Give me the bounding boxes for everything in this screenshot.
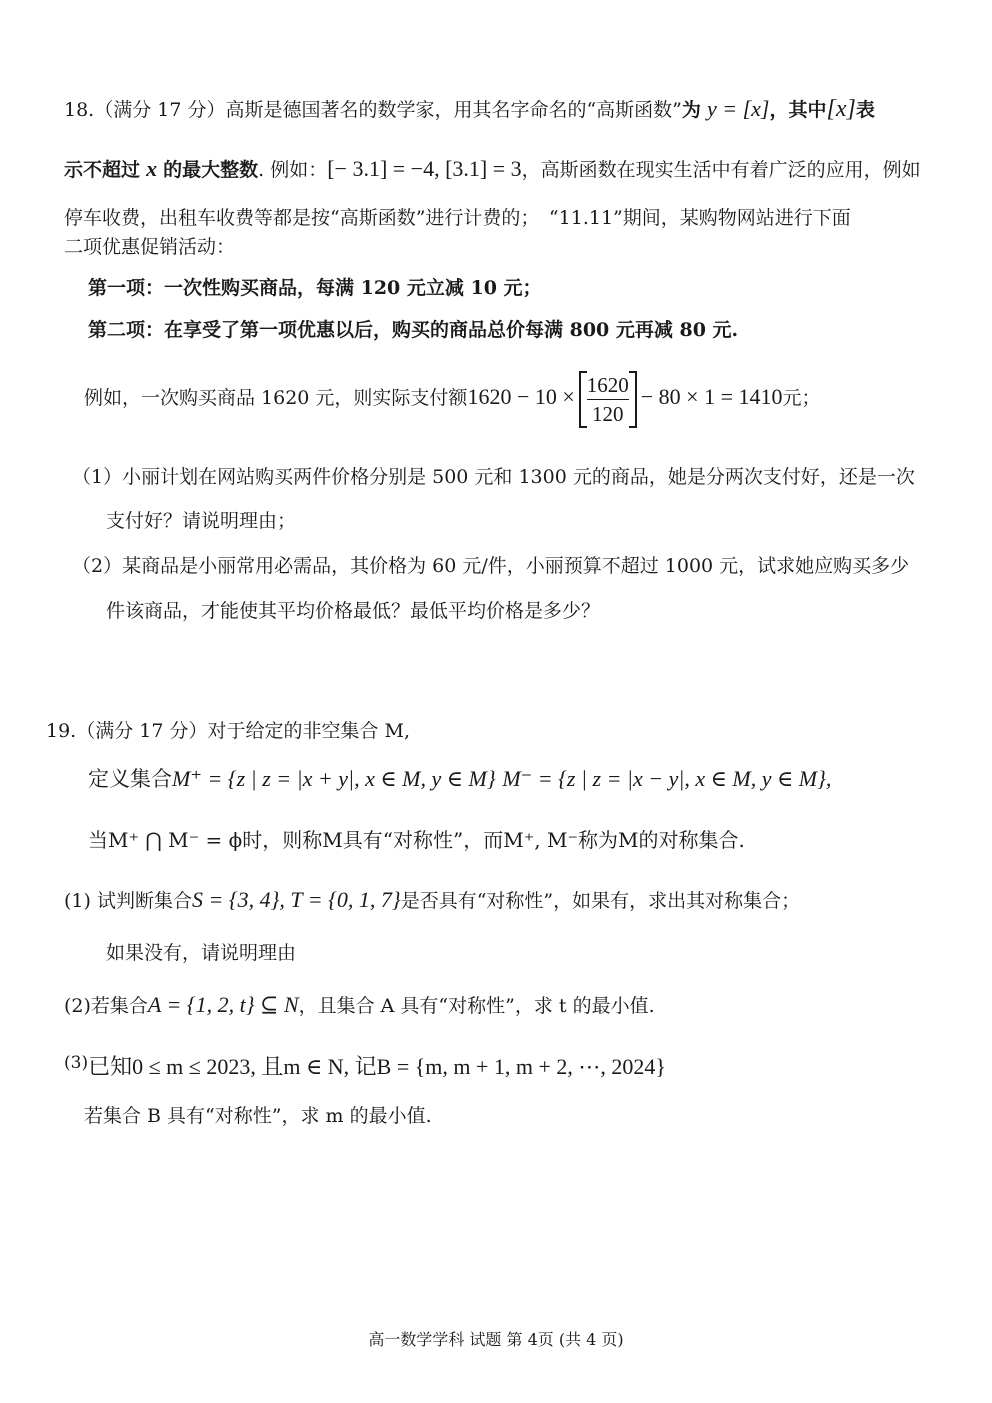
q18-line1-qizhong: ，其中 [769, 99, 827, 121]
q18-line-3: 停车收费，出租车收费等都是按“高斯函数”进行计费的； “11.11”期间，某购物网站进行下面 [64, 207, 851, 229]
q19-part-2-text-a: (2)若集合 [64, 995, 148, 1017]
q18-line-4: 二项优惠促销活动： [64, 236, 236, 258]
q18-part-1-line-2: 支付好？请说明理由； [106, 510, 297, 532]
q18-part-2-line-2: 件该商品，才能使其平均价格最低？最低平均价格是多少？ [106, 600, 601, 622]
q19-part-3-set-b: 已知0 ≤ m ≤ 2023, 且m ∈ N, 记B = {m, m + 1, m + 2, ⋯, 2024} [88, 1054, 666, 1079]
q18-line2-max-int: 的最大整数 [163, 159, 259, 181]
q18-part-2-line-1: （2）某商品是小丽常用必需品，其价格为 60 元/件，小丽预算不超过 1000 元，试求她应购买多少 [72, 555, 910, 577]
q18-example-formula: [− 3.1] = −4, [3.1] = 3 [327, 156, 522, 181]
q18-line2-x: x [146, 156, 158, 181]
q18-fraction-numerator: 1620 [586, 372, 629, 397]
q18-gauss-bracket: [x] [826, 96, 856, 122]
q18-line-2 [64, 156, 921, 183]
q19-line-1: 19.（满分 17 分）对于给定的非空集合 M, [46, 720, 411, 742]
q18-line-1 [64, 96, 875, 123]
q18-example-calc-2: − 80 × 1 = 1410 [640, 384, 783, 409]
q19-part-3-line-1 [64, 1050, 666, 1080]
q19-definition-line [88, 766, 831, 792]
q18-line1-wei: 为 [681, 99, 701, 121]
q19-part-1-text-b: 是否具有“对称性”，如果有，求出其对称集合； [400, 890, 801, 912]
q18-example-text: 例如，一次购买商品 1620 元，则实际支付额 [84, 387, 468, 409]
page-footer: 高一数学学科 试题 第 4页 (共 4 页) [368, 1330, 624, 1349]
q18-example-line [84, 366, 821, 428]
q18-promo-item-2: 第二项：在享受了第一项优惠以后，购买的商品总价每满 800 元再减 80 元. [88, 319, 739, 341]
q18-line2-start: 示不超过 [64, 159, 141, 181]
q18-gauss-function-formula: y = [x] [706, 96, 770, 121]
q19-part-1-line-2: 如果没有，请说明理由 [106, 942, 297, 964]
q19-m-minus-definition: M⁻ = {z | z = |x − y|, x ∈ M, y ∈ M}, [502, 766, 832, 791]
q18-line1-biao: 表 [855, 99, 875, 121]
q19-part-2-text-b: ，且集合 A 具有“对称性”，求 t 的最小值. [298, 995, 655, 1017]
q19-part-1-line-1 [64, 887, 800, 914]
q19-m-plus-definition: M⁺ = {z | z = |x + y|, x ∈ M, y ∈ M} [172, 766, 496, 791]
q18-line2-end: ，高斯函数在现实生活中有着广泛的应用，例如 [521, 159, 921, 181]
q18-promo-item-1: 第一项：一次性购买商品，每满 120 元立减 10 元； [88, 277, 542, 299]
q19-part-1-sets: S = {3, 4}, T = {0, 1, 7} [191, 887, 401, 912]
q18-example-floor-fraction [579, 371, 637, 428]
q19-definition-text: 定义集合 [88, 767, 172, 791]
q18-header-text: 18.（满分 17 分）高斯是德国著名的数学家，用其名字命名的“高斯函数” [64, 99, 682, 121]
q19-part-1-text-a: (1) 试判断集合 [64, 890, 192, 912]
q19-symmetry-definition: 当M⁺ ⋂ M⁻ = ϕ时，则称M具有“对称性”，而M⁺, M⁻称为M的对称集合. [88, 828, 745, 852]
q19-part-2 [64, 992, 655, 1019]
q18-example-unit: 元； [782, 387, 821, 409]
q18-line2-example-label: . 例如： [258, 159, 328, 181]
q18-part-1-line-1: （1）小丽计划在网站购买两件价格分别是 500 元和 1300 元的商品，她是分两次支付好，还是一次 [72, 466, 915, 488]
q19-part-2-set-a: A = {1, 2, t} ⊆ N [147, 992, 299, 1017]
q18-example-calc-1: 1620 − 10 × [467, 384, 575, 409]
q18-fraction-denominator: 120 [587, 399, 629, 428]
q19-part-3-line-2: 若集合 B 具有“对称性”，求 m 的最小值. [84, 1105, 432, 1127]
q19-part-3-label: (3) [64, 1053, 89, 1073]
